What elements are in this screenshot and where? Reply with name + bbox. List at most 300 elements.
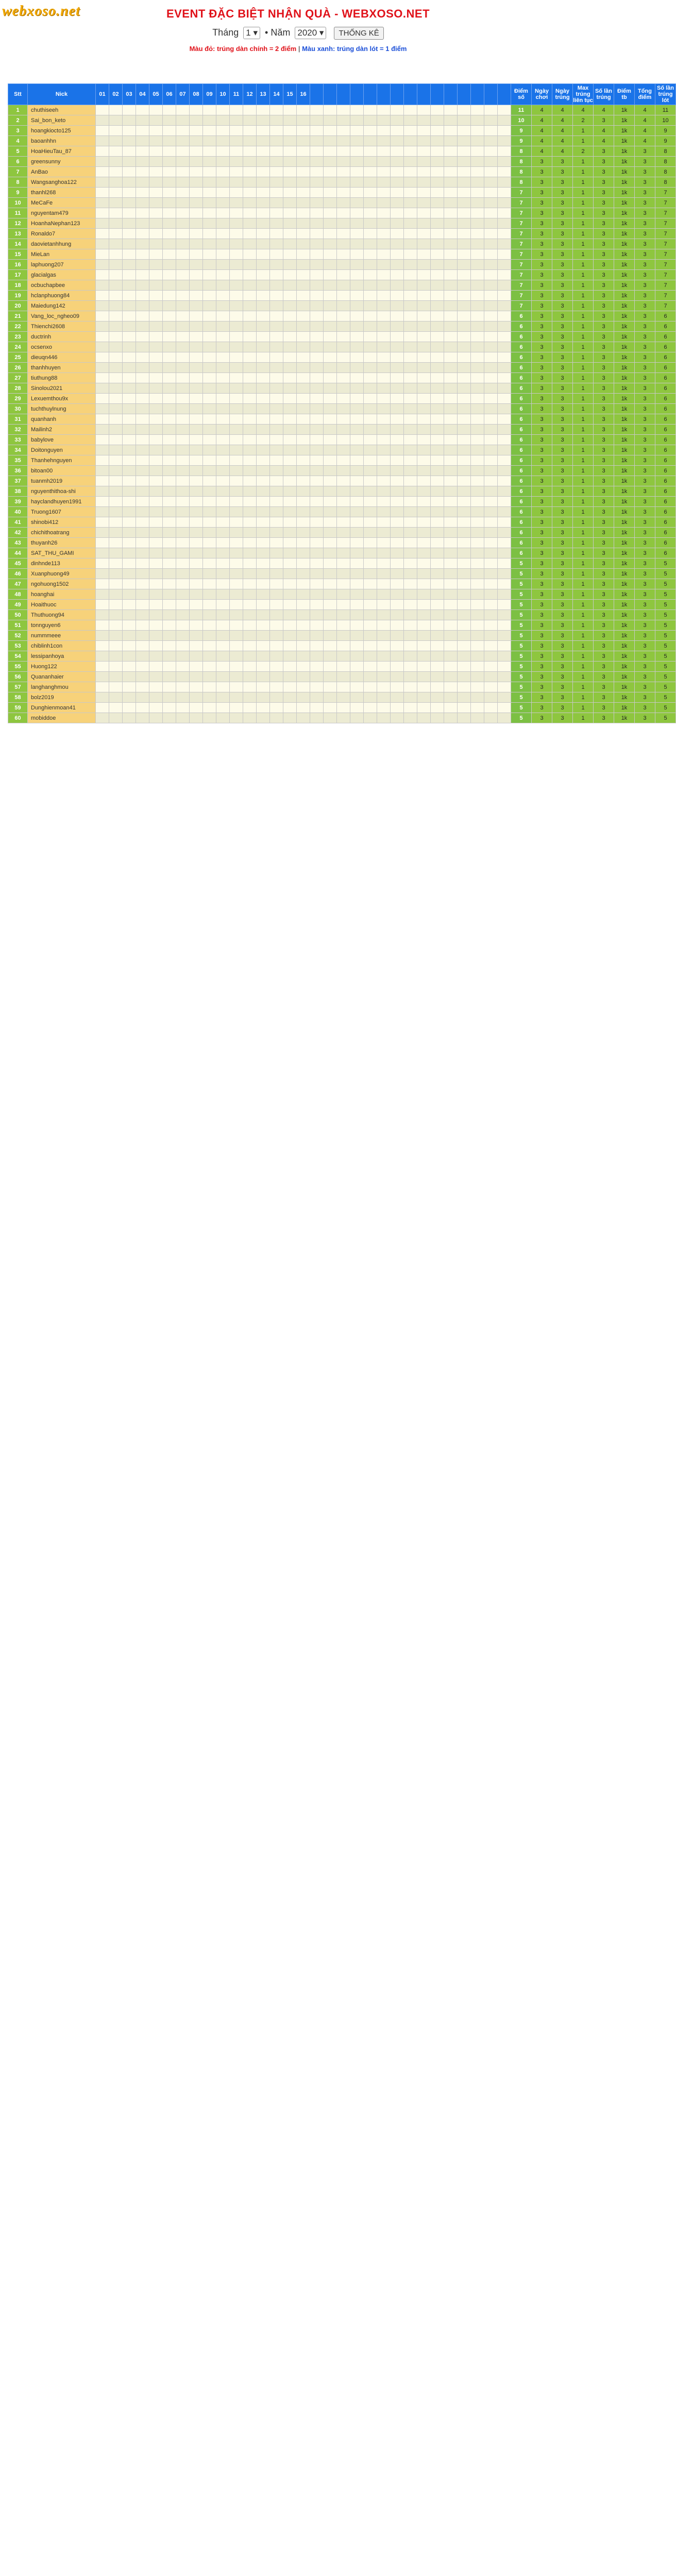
day-cell — [337, 249, 350, 260]
row-days-won: 3 — [552, 589, 573, 600]
day-cell — [484, 672, 498, 682]
row-win-count: 3 — [594, 672, 614, 682]
row-nick[interactable]: Vang_loc_ngheo09 — [28, 311, 96, 321]
row-nick[interactable]: babylove — [28, 435, 96, 445]
day-cell — [431, 620, 444, 631]
day-cell — [96, 425, 109, 435]
day-cell — [350, 497, 364, 507]
day-cell — [391, 497, 404, 507]
day-cell — [163, 352, 176, 363]
row-nick[interactable]: hclanphuong84 — [28, 291, 96, 301]
row-nick[interactable]: lessipanhoya — [28, 651, 96, 662]
row-nick[interactable]: Wangsanghoa122 — [28, 177, 96, 188]
day-cell — [190, 631, 203, 641]
day-cell — [243, 425, 257, 435]
day-cell — [404, 486, 417, 497]
row-nick[interactable]: Sinolou2021 — [28, 383, 96, 394]
day-cell — [190, 682, 203, 692]
day-cell — [109, 486, 123, 497]
day-cell — [337, 528, 350, 538]
day-cell — [458, 703, 471, 713]
day-cell — [297, 414, 310, 425]
row-days-played: 3 — [532, 497, 552, 507]
day-cell — [163, 682, 176, 692]
day-cell — [377, 445, 391, 455]
day-cell — [176, 208, 190, 218]
row-nick[interactable]: greensunny — [28, 157, 96, 167]
day-cell — [350, 548, 364, 558]
day-cell — [404, 425, 417, 435]
row-nick[interactable]: Doitonguyen — [28, 445, 96, 455]
day-cell — [444, 662, 458, 672]
row-max-streak: 1 — [573, 394, 594, 404]
day-cell — [377, 497, 391, 507]
row-nick[interactable]: baoanhhn — [28, 136, 96, 146]
day-cell — [484, 445, 498, 455]
day-cell — [484, 126, 498, 136]
day-cell — [149, 631, 163, 641]
day-cell — [123, 115, 136, 126]
day-cell — [471, 105, 484, 115]
day-cell — [377, 631, 391, 641]
row-nick[interactable]: ocbuchapbee — [28, 280, 96, 291]
day-cell — [163, 270, 176, 280]
day-cell — [458, 321, 471, 332]
row-nick[interactable]: tuanmh2019 — [28, 476, 96, 486]
row-nick[interactable]: thanhl268 — [28, 188, 96, 198]
row-days-won: 3 — [552, 507, 573, 517]
day-cell — [257, 620, 270, 631]
row-days-won: 3 — [552, 404, 573, 414]
row-nick[interactable]: langhanghmou — [28, 682, 96, 692]
row-max-streak: 1 — [573, 517, 594, 528]
row-score: 7 — [511, 198, 532, 208]
day-cell — [324, 497, 337, 507]
day-cell — [163, 301, 176, 311]
row-avg: 1k — [614, 672, 635, 682]
day-cell — [257, 188, 270, 198]
day-cell — [176, 249, 190, 260]
day-cell — [257, 394, 270, 404]
row-nick[interactable]: nummmeee — [28, 631, 96, 641]
day-cell — [417, 342, 431, 352]
day-cell — [216, 517, 230, 528]
day-cell — [324, 188, 337, 198]
row-nick[interactable]: Lexuemthou9x — [28, 394, 96, 404]
day-cell — [203, 198, 216, 208]
day-cell — [149, 558, 163, 569]
day-cell — [176, 692, 190, 703]
day-cell — [176, 157, 190, 167]
row-lot-count: 5 — [655, 662, 676, 672]
day-cell — [163, 260, 176, 270]
day-cell — [149, 321, 163, 332]
day-cell — [136, 548, 149, 558]
day-cell — [458, 414, 471, 425]
row-nick[interactable]: MieLan — [28, 249, 96, 260]
row-nick[interactable]: Dunghienmoan41 — [28, 703, 96, 713]
day-cell — [283, 352, 297, 363]
col-day-empty — [377, 84, 391, 105]
day-cell — [149, 136, 163, 146]
day-cell — [257, 466, 270, 476]
row-nick[interactable]: glacialgas — [28, 270, 96, 280]
day-cell — [310, 703, 324, 713]
row-lot-count: 6 — [655, 352, 676, 363]
stats-button[interactable]: THỐNG KÊ — [334, 27, 383, 40]
day-cell — [297, 631, 310, 641]
day-cell — [498, 641, 511, 651]
row-lot-count: 7 — [655, 229, 676, 239]
table-row — [8, 373, 676, 383]
row-days-won: 3 — [552, 198, 573, 208]
day-cell — [297, 569, 310, 579]
row-nick[interactable]: MeCaFe — [28, 198, 96, 208]
day-cell — [484, 425, 498, 435]
row-nick[interactable]: nguyenthithoa-shi — [28, 486, 96, 497]
day-cell — [203, 682, 216, 692]
day-cell — [498, 507, 511, 517]
col-day-empty — [484, 84, 498, 105]
day-cell — [444, 631, 458, 641]
row-lot-count: 8 — [655, 146, 676, 157]
row-nick[interactable]: Thanhehnguyen — [28, 455, 96, 466]
row-nick[interactable]: shinobi412 — [28, 517, 96, 528]
row-score: 5 — [511, 662, 532, 672]
day-cell — [283, 558, 297, 569]
day-cell — [257, 486, 270, 497]
row-nick[interactable]: HoaHieuTau_87 — [28, 146, 96, 157]
row-lot-count: 5 — [655, 610, 676, 620]
row-avg: 1k — [614, 455, 635, 466]
day-cell — [444, 507, 458, 517]
day-cell — [216, 600, 230, 610]
day-cell — [230, 569, 243, 579]
day-cell — [471, 672, 484, 682]
day-cell — [337, 435, 350, 445]
table-row — [8, 311, 676, 321]
day-cell — [136, 157, 149, 167]
col-day: 15 — [283, 84, 297, 105]
table-row — [8, 404, 676, 414]
day-cell — [230, 558, 243, 569]
row-nick[interactable]: AnBao — [28, 167, 96, 177]
day-cell — [350, 167, 364, 177]
row-days-played: 3 — [532, 188, 552, 198]
day-cell — [350, 651, 364, 662]
row-lot-count: 6 — [655, 476, 676, 486]
day-cell — [350, 301, 364, 311]
day-cell — [458, 229, 471, 239]
day-cell — [163, 373, 176, 383]
row-nick[interactable]: SAT_THU_GAMI — [28, 548, 96, 558]
row-nick[interactable]: Mailinh2 — [28, 425, 96, 435]
day-cell — [417, 620, 431, 631]
row-days-played: 3 — [532, 507, 552, 517]
day-cell — [163, 538, 176, 548]
row-nick[interactable]: HoanhaNephan123 — [28, 218, 96, 229]
row-stt: 42 — [8, 528, 28, 538]
row-lot-count: 11 — [655, 105, 676, 115]
row-nick[interactable]: tonnguyen6 — [28, 620, 96, 631]
day-cell — [417, 610, 431, 620]
day-cell — [458, 208, 471, 218]
day-cell — [243, 538, 257, 548]
row-lot-count: 6 — [655, 321, 676, 332]
row-nick[interactable]: chiblinh1con — [28, 641, 96, 651]
row-nick[interactable]: bitoan00 — [28, 466, 96, 476]
row-nick[interactable]: Hoaithuoc — [28, 600, 96, 610]
row-nick[interactable]: Thienchi2608 — [28, 321, 96, 332]
day-cell — [417, 435, 431, 445]
day-cell — [257, 198, 270, 208]
row-nick[interactable]: hoangkiocto125 — [28, 126, 96, 136]
row-days-won: 3 — [552, 260, 573, 270]
row-nick[interactable]: Huong122 — [28, 662, 96, 672]
day-cell — [109, 249, 123, 260]
day-cell — [136, 115, 149, 126]
day-cell — [216, 414, 230, 425]
day-cell — [230, 507, 243, 517]
row-lot-count: 6 — [655, 363, 676, 373]
day-cell — [176, 383, 190, 394]
day-cell — [243, 208, 257, 218]
day-cell — [230, 620, 243, 631]
day-cell — [243, 558, 257, 569]
day-cell — [149, 311, 163, 321]
row-max-streak: 1 — [573, 486, 594, 497]
day-cell — [149, 662, 163, 672]
day-cell — [270, 466, 283, 476]
day-cell — [96, 321, 109, 332]
day-cell — [203, 188, 216, 198]
row-days-won: 3 — [552, 229, 573, 239]
row-total: 3 — [635, 548, 655, 558]
day-cell — [270, 682, 283, 692]
row-max-streak: 1 — [573, 579, 594, 589]
table-row — [8, 342, 676, 352]
day-cell — [216, 105, 230, 115]
row-nick[interactable]: Xuanphuong49 — [28, 569, 96, 579]
day-cell — [216, 311, 230, 321]
day-cell — [136, 682, 149, 692]
row-lot-count: 6 — [655, 528, 676, 538]
day-cell — [230, 414, 243, 425]
row-total: 3 — [635, 466, 655, 476]
day-cell — [243, 188, 257, 198]
table-row — [8, 528, 676, 538]
site-logo[interactable]: webxoso.net — [2, 3, 80, 19]
day-cell — [364, 600, 377, 610]
day-cell — [149, 229, 163, 239]
row-stt: 30 — [8, 404, 28, 414]
row-avg: 1k — [614, 414, 635, 425]
day-cell — [377, 569, 391, 579]
day-cell — [458, 383, 471, 394]
day-cell — [431, 188, 444, 198]
row-nick[interactable]: tuchthuylnung — [28, 404, 96, 414]
day-cell — [176, 115, 190, 126]
day-cell — [283, 682, 297, 692]
day-cell — [96, 589, 109, 600]
day-cell — [163, 342, 176, 352]
day-cell — [458, 486, 471, 497]
day-cell — [431, 342, 444, 352]
day-cell — [498, 497, 511, 507]
row-nick[interactable]: nguyentam479 — [28, 208, 96, 218]
day-cell — [364, 589, 377, 600]
day-cell — [123, 332, 136, 342]
row-nick[interactable]: thanhhuyen — [28, 363, 96, 373]
day-cell — [203, 208, 216, 218]
day-cell — [417, 682, 431, 692]
row-days-won: 3 — [552, 528, 573, 538]
row-nick[interactable]: Truong1607 — [28, 507, 96, 517]
day-cell — [123, 631, 136, 641]
row-days-won: 3 — [552, 239, 573, 249]
day-cell — [444, 641, 458, 651]
day-cell — [283, 713, 297, 723]
day-cell — [149, 146, 163, 157]
day-cell — [377, 342, 391, 352]
day-cell — [391, 146, 404, 157]
day-cell — [176, 280, 190, 291]
row-nick[interactable]: chuthiseeh — [28, 105, 96, 115]
row-nick[interactable]: laphuong207 — [28, 260, 96, 270]
table-row — [8, 198, 676, 208]
row-days-won: 3 — [552, 620, 573, 631]
day-cell — [136, 476, 149, 486]
row-nick[interactable]: mobiddoe — [28, 713, 96, 723]
row-nick[interactable]: bolz2019 — [28, 692, 96, 703]
day-cell — [283, 270, 297, 280]
day-cell — [310, 167, 324, 177]
row-days-played: 3 — [532, 373, 552, 383]
month-select[interactable]: 1 ▾ — [243, 27, 260, 39]
day-cell — [444, 321, 458, 332]
day-cell — [431, 126, 444, 136]
day-cell — [203, 239, 216, 249]
day-cell — [458, 662, 471, 672]
day-cell — [431, 476, 444, 486]
day-cell — [149, 260, 163, 270]
day-cell — [350, 682, 364, 692]
day-cell — [350, 373, 364, 383]
row-nick[interactable]: ngohuong1502 — [28, 579, 96, 589]
day-cell — [498, 136, 511, 146]
row-nick[interactable]: Ronaldo7 — [28, 229, 96, 239]
row-nick[interactable]: dieuqn446 — [28, 352, 96, 363]
row-max-streak: 1 — [573, 672, 594, 682]
day-cell — [444, 126, 458, 136]
day-cell — [190, 558, 203, 569]
row-nick[interactable]: Thuthuong94 — [28, 610, 96, 620]
row-avg: 1k — [614, 301, 635, 311]
day-cell — [444, 435, 458, 445]
day-cell — [417, 167, 431, 177]
day-cell — [498, 455, 511, 466]
row-nick[interactable]: chichithoatrang — [28, 528, 96, 538]
day-cell — [297, 249, 310, 260]
day-cell — [404, 631, 417, 641]
day-cell — [149, 394, 163, 404]
day-cell — [149, 188, 163, 198]
day-cell — [350, 631, 364, 641]
day-cell — [337, 126, 350, 136]
day-cell — [444, 177, 458, 188]
day-cell — [123, 177, 136, 188]
day-cell — [283, 569, 297, 579]
day-cell — [257, 229, 270, 239]
row-avg: 1k — [614, 662, 635, 672]
row-nick[interactable]: dinhnde113 — [28, 558, 96, 569]
row-avg: 1k — [614, 270, 635, 280]
day-cell — [297, 321, 310, 332]
row-nick[interactable]: daovietanhhung — [28, 239, 96, 249]
row-nick[interactable]: hayclandhuyen1991 — [28, 497, 96, 507]
day-cell — [324, 703, 337, 713]
day-cell — [364, 404, 377, 414]
day-cell — [96, 662, 109, 672]
day-cell — [216, 589, 230, 600]
row-nick[interactable]: hoanghai — [28, 589, 96, 600]
day-cell — [163, 455, 176, 466]
row-avg: 1k — [614, 600, 635, 610]
day-cell — [310, 538, 324, 548]
row-nick[interactable]: Maiedung142 — [28, 301, 96, 311]
row-avg: 1k — [614, 373, 635, 383]
table-row — [8, 321, 676, 332]
day-cell — [484, 239, 498, 249]
day-cell — [270, 311, 283, 321]
row-nick[interactable]: tiuthung88 — [28, 373, 96, 383]
day-cell — [96, 373, 109, 383]
row-nick[interactable]: Quananhaier — [28, 672, 96, 682]
day-cell — [96, 507, 109, 517]
row-score: 5 — [511, 672, 532, 682]
day-cell — [136, 692, 149, 703]
day-cell — [310, 517, 324, 528]
row-lot-count: 6 — [655, 404, 676, 414]
day-cell — [176, 394, 190, 404]
day-cell — [337, 692, 350, 703]
year-select[interactable]: 2020 ▾ — [295, 27, 326, 39]
row-win-count: 3 — [594, 435, 614, 445]
day-cell — [324, 620, 337, 631]
row-days-won: 3 — [552, 703, 573, 713]
row-nick[interactable]: quanhanh — [28, 414, 96, 425]
day-cell — [310, 692, 324, 703]
day-cell — [431, 280, 444, 291]
day-cell — [270, 589, 283, 600]
row-stt: 39 — [8, 497, 28, 507]
row-nick[interactable]: thuyanh26 — [28, 538, 96, 548]
row-nick[interactable]: ocsenxo — [28, 342, 96, 352]
day-cell — [350, 486, 364, 497]
row-total: 3 — [635, 620, 655, 631]
row-stt: 60 — [8, 713, 28, 723]
day-cell — [270, 332, 283, 342]
row-nick[interactable]: Sai_bon_keto — [28, 115, 96, 126]
row-lot-count: 8 — [655, 177, 676, 188]
day-cell — [176, 662, 190, 672]
day-cell — [270, 363, 283, 373]
col-day-empty — [404, 84, 417, 105]
row-nick[interactable]: ductrinh — [28, 332, 96, 342]
day-cell — [364, 208, 377, 218]
row-win-count: 3 — [594, 425, 614, 435]
day-cell — [109, 167, 123, 177]
